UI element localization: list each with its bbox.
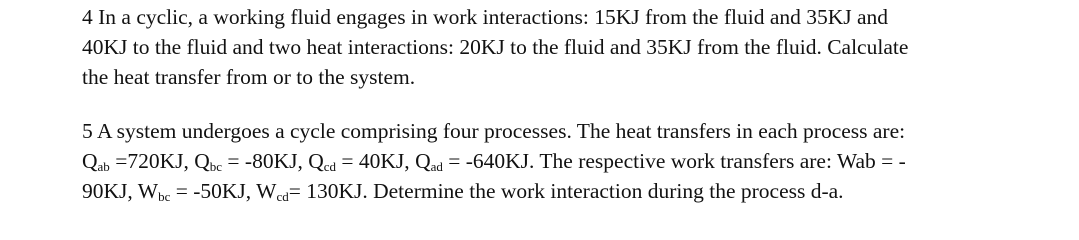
q-ab-value: =720KJ,	[109, 149, 195, 173]
question-5-line-3	[82, 176, 1072, 206]
q-bc-value: = -80KJ,	[222, 149, 309, 173]
q-ad-symbol: Q	[415, 149, 431, 173]
q-ab-subscript: ab	[97, 159, 110, 174]
q-ad-subscript: ad	[430, 159, 443, 174]
question-5-line-1: 5 A system undergoes a cycle comprising four processes. The heat transfers in each process are:	[82, 119, 906, 143]
w-bc-symbol: W	[137, 179, 159, 203]
w-cd-value: = 130KJ. Determine the work interaction during the process d-a.	[288, 179, 844, 203]
question-4-line-1: 4 In a cyclic, a working fluid engages in work interactions: 15KJ from the fluid and 35KJ and	[82, 5, 889, 29]
w-cd-subscript: cd	[276, 189, 289, 204]
question-5-line-2	[82, 146, 1072, 176]
w-bc-value: = -50KJ,	[170, 179, 257, 203]
question-4	[82, 2, 1072, 92]
w-bc-subscript: bc	[158, 189, 171, 204]
q-bc-symbol: Q	[194, 149, 210, 173]
q-ad-value: = -640KJ. The respective work transfers are: Wab = -	[442, 149, 906, 173]
q-bc-subscript: bc	[209, 159, 223, 174]
q-cd-subscript: cd	[323, 159, 337, 174]
w-cd-symbol: W	[256, 179, 277, 203]
q-cd-symbol: Q	[308, 149, 324, 173]
question-5	[82, 116, 1072, 206]
question-4-line-3: the heat transfer from or to the system.	[82, 65, 416, 89]
q-cd-value: = 40KJ,	[336, 149, 416, 173]
q-ab-symbol: Q	[82, 149, 98, 173]
line-3-start: 90KJ,	[82, 179, 138, 203]
question-4-line-2: 40KJ to the fluid and two heat interactions: 20KJ to the fluid and 35KJ from the fluid. Calculate	[82, 35, 909, 59]
